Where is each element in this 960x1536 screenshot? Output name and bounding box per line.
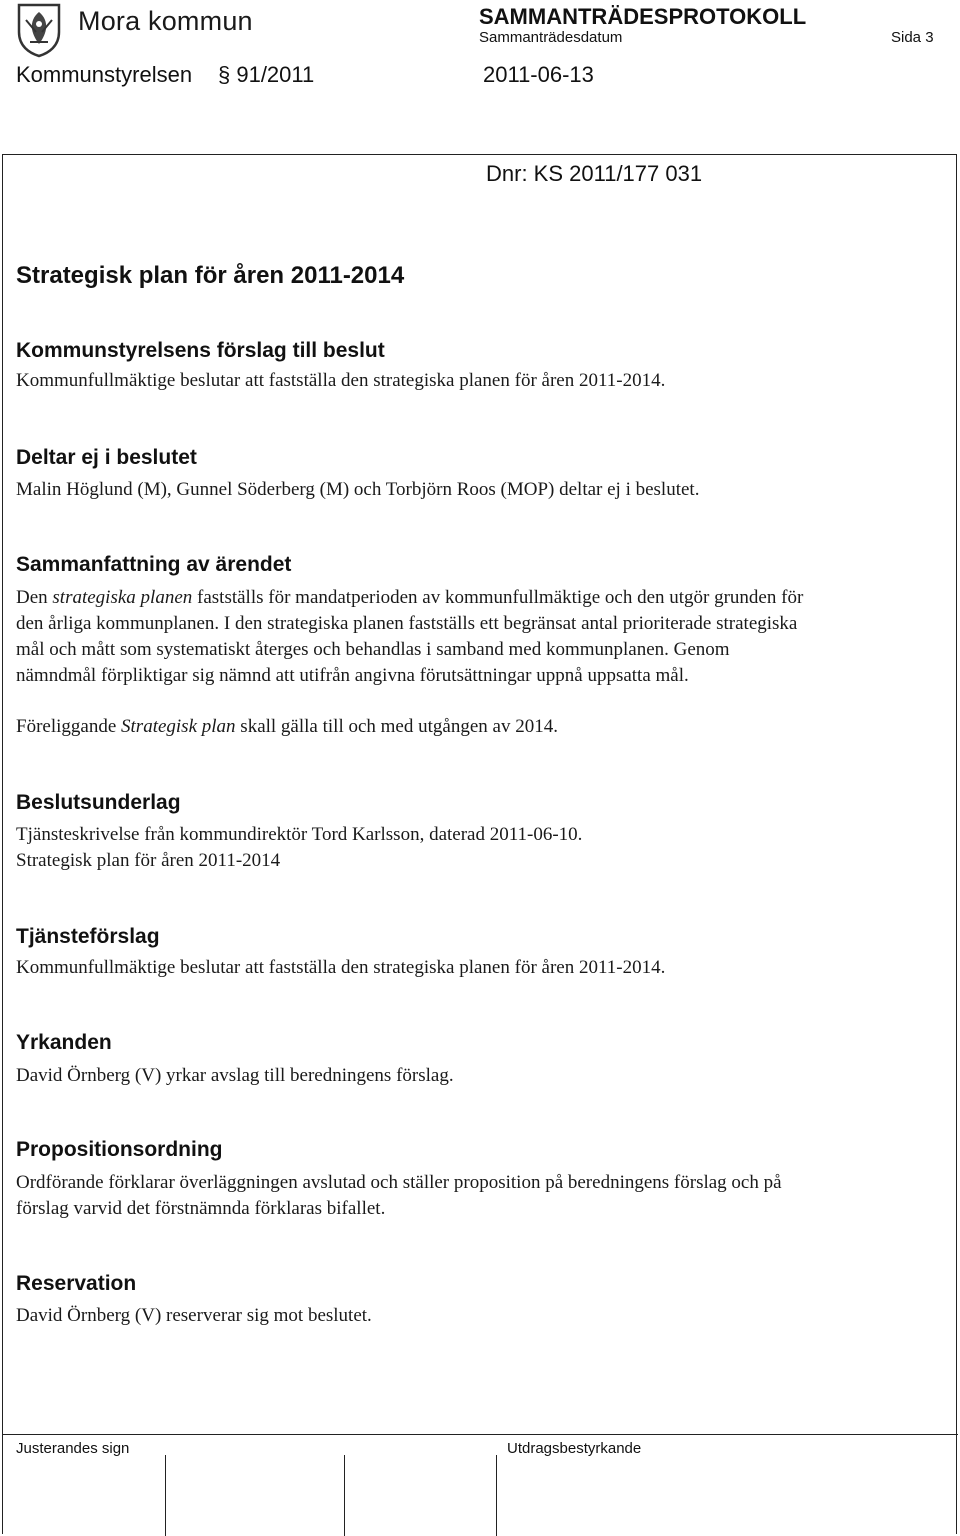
section-text-deltar-ej: Malin Höglund (M), Gunnel Söderberg (M) och Torbjörn Roos (MOP) deltar ej i beslutet. (16, 479, 700, 500)
page-number: Sida 3 (891, 29, 934, 46)
section-text-reservation: David Örnberg (V) reserverar sig mot beslutet. (16, 1305, 372, 1326)
justerandes-sign-label: Justerandes sign (16, 1440, 130, 1457)
section-text-tjansteforslag: Kommunfullmäktige beslutar att fastställa den strategiska planen för åren 2011-2014. (16, 957, 666, 978)
paragraph-ref: § 91/2011 (218, 62, 315, 87)
utdragsbestyrkande-label: Utdragsbestyrkande (507, 1440, 642, 1457)
section-text-sammanfattning-line-2: den årliga kommunplanen. I den strategiska planen fastställs ett begränsat antal prioriterade strategiska (16, 613, 798, 634)
section-text-sammanfattning-line-5 (16, 716, 558, 738)
section-heading-yrkanden: Yrkanden (16, 1031, 112, 1054)
section-text-sammanfattning-line-3: mål och mått som systematiskt återges och behandlas i samband med kommunplanen. Genom (16, 639, 730, 660)
section-heading-reservation: Reservation (16, 1272, 137, 1295)
section-text-propositionsordning-line-2: förslag varvid det förstnämnda förklaras bifallet. (16, 1198, 386, 1219)
section-text-sammanfattning-line-4: nämndmål förpliktigar sig nämnd att utifrån angivna förutsättningar uppnå uppsatta mål. (16, 665, 689, 686)
mora-coat-of-arms-icon (16, 2, 62, 58)
signature-divider (344, 1455, 345, 1536)
section-heading-forslag: Kommunstyrelsens förslag till beslut (16, 339, 385, 362)
section-heading-propositionsordning: Propositionsordning (16, 1138, 223, 1161)
section-heading-beslutsunderlag: Beslutsunderlag (16, 791, 181, 814)
section-heading-sammanfattning: Sammanfattning av ärendet (16, 553, 292, 576)
document-title: Strategisk plan för åren 2011-2014 (16, 262, 405, 289)
section-text-beslutsunderlag-line-2: Strategisk plan för åren 2011-2014 (16, 850, 281, 871)
text-run: fastställs för mandatperioden av kommunfullmäktige och den utgör grunden för (192, 587, 804, 608)
section-heading-tjansteforslag: Tjänsteförslag (16, 925, 160, 948)
signature-divider (496, 1455, 497, 1536)
section-text-yrkanden: David Örnberg (V) yrkar avslag till beredningens förslag. (16, 1065, 454, 1086)
text-run: Föreliggande (16, 716, 122, 737)
meeting-date: 2011-06-13 (483, 62, 594, 87)
emphasis-strategiska-planen: strategiska planen (52, 587, 193, 608)
diary-number: Dnr: KS 2011/177 031 (486, 161, 703, 186)
section-text-propositionsordning-line-1: Ordförande förklarar överläggningen avslutad och ställer proposition på beredningens förslag och på (16, 1172, 782, 1193)
signature-box (2, 1434, 957, 1534)
signature-divider (165, 1455, 166, 1536)
text-run: Den (16, 587, 53, 608)
section-text-sammanfattning-line-1 (16, 587, 803, 609)
section-text-forslag: Kommunfullmäktige beslutar att fastställa den strategiska planen för åren 2011-2014. (16, 370, 666, 391)
text-run: skall gälla till och med utgången av 2014. (235, 716, 558, 737)
protocol-title: SAMMANTRÄDESPROTOKOLL (479, 4, 807, 29)
emphasis-strategisk-plan: Strategisk plan (121, 716, 236, 737)
board-name: Kommunstyrelsen (16, 62, 193, 87)
org-name: Mora kommun (78, 6, 253, 36)
section-heading-deltar-ej: Deltar ej i beslutet (16, 446, 197, 469)
meeting-date-label: Sammanträdesdatum (479, 29, 623, 46)
section-text-beslutsunderlag-line-1: Tjänsteskrivelse från kommundirektör Tord Karlsson, daterad 2011-06-10. (16, 824, 583, 845)
